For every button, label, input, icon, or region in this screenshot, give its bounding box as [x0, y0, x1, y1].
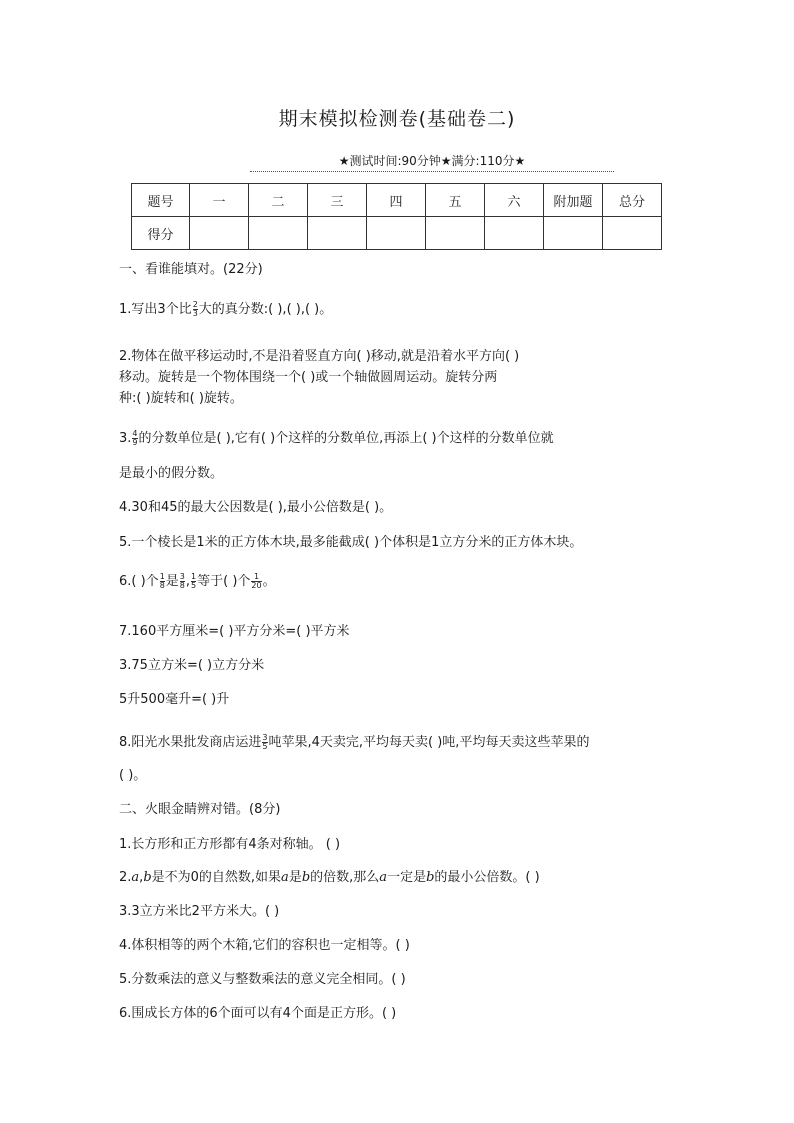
score-cell[interactable]: [249, 217, 308, 250]
score-cell[interactable]: [426, 217, 485, 250]
question-text: 是: [165, 574, 179, 589]
fraction: [191, 573, 196, 590]
variable: a: [131, 870, 140, 885]
question-text: 一定是: [387, 870, 427, 885]
score-table: [131, 183, 662, 250]
table-cell: 五: [426, 184, 485, 217]
question-text: 6.( )个: [119, 574, 159, 589]
denominator: 5: [191, 581, 197, 590]
table-cell: 三: [308, 184, 367, 217]
variable: a: [281, 870, 289, 885]
table-cell: 四: [367, 184, 426, 217]
table-cell: 总分: [603, 184, 662, 217]
question-text: 3.: [119, 431, 132, 446]
question-2-line-3: 种:( )旋转和( )旋转。: [119, 391, 243, 406]
question-4: 4.30和45的最大公因数是( ),最小公倍数是( )。: [119, 500, 393, 515]
question-text: 2.: [119, 870, 132, 885]
question-5: 5.一个棱长是1米的正方体木块,最多能截成( )个体积是1立方分米的正方体木块。: [119, 535, 583, 550]
score-cell[interactable]: [485, 217, 544, 250]
variable: b: [301, 870, 311, 885]
fraction: [132, 430, 137, 447]
question-7-line-2: 3.75立方米=( )立方分米: [119, 658, 265, 673]
table-row: [132, 217, 662, 250]
denominator: 5: [262, 742, 268, 751]
question-6: [119, 570, 276, 590]
section-heading: 一、看谁能填对。(22分): [119, 262, 263, 277]
table-cell: 二: [249, 184, 308, 217]
score-cell[interactable]: [190, 217, 249, 250]
denominator: 3: [192, 309, 198, 318]
denominator: 8: [179, 581, 185, 590]
numerator: 4: [132, 429, 138, 438]
question-2-line-2: 移动。旋转是一个物体围绕一个( )或一个轴做圆周运动。旋转分两: [119, 370, 498, 385]
denominator: 9: [132, 438, 138, 447]
question-8-line-2: ( )。: [119, 768, 147, 783]
table-row: [132, 184, 662, 217]
numerator: 3: [262, 733, 268, 742]
numerator: 2: [192, 300, 198, 309]
question-7-line-1: 7.160平方厘米=( )平方分米=( )平方米: [119, 624, 350, 639]
numerator: 1: [251, 573, 261, 582]
judge-question-1: 1.长方形和正方形都有4条对称轴。 ( ): [119, 837, 341, 852]
question-text: 的分数单位是( ),它有( )个这样的分数单位,再添上( )个这样的分数单位就: [138, 431, 554, 446]
question-3: [119, 427, 554, 447]
numerator: 1: [159, 572, 165, 581]
question-2-line-1: 2.物体在做平移运动时,不是沿着竖直方向( )移动,就是沿着水平方向( ): [119, 349, 520, 364]
question-7-line-3: 5升500毫升=( )升: [119, 692, 230, 707]
question-text: 8.阳光水果批发商店运进: [119, 735, 262, 750]
test-info: ★测试时间:90分钟★满分:110分★: [250, 152, 614, 172]
judge-question-5: 5.分数乘法的意义与整数乘法的意义完全相同。( ): [119, 972, 406, 987]
question-3-line-2: 是最小的假分数。: [119, 466, 224, 481]
table-cell: 一: [190, 184, 249, 217]
score-cell[interactable]: [308, 217, 367, 250]
table-cell: 附加题: [544, 184, 603, 217]
judge-question-4: 4.体积相等的两个木箱,它们的容积也一定相等。( ): [119, 938, 410, 953]
denominator: 8: [159, 581, 165, 590]
fraction: [160, 573, 165, 590]
variable: a: [379, 870, 388, 885]
judge-question-3: 3.3立方米比2平方米大。( ): [119, 904, 280, 919]
fraction: [251, 573, 261, 590]
question-text: 的最小公倍数。( ): [434, 870, 540, 885]
question-text: 吨苹果,4天卖完,平均每天卖( )吨,平均每天卖这些苹果的: [268, 735, 590, 750]
score-cell[interactable]: [544, 217, 603, 250]
question-text: 1.写出3个比: [119, 302, 192, 317]
fraction: [180, 573, 185, 590]
variable: b: [143, 870, 152, 885]
question-text: ,: [185, 574, 191, 589]
score-cell[interactable]: [603, 217, 662, 250]
page-title: 期末模拟检测卷(基础卷二): [278, 108, 516, 130]
score-cell[interactable]: [367, 217, 426, 250]
question-text: 是不为0的自然数,如果: [151, 870, 282, 885]
question-8: [119, 731, 589, 751]
fraction: [193, 301, 198, 318]
question-text: 。: [262, 574, 276, 589]
denominator: 20: [251, 581, 262, 590]
numerator: 3: [179, 572, 185, 581]
question-text: 是: [288, 870, 302, 885]
question-1: [119, 298, 332, 318]
fraction: [262, 734, 267, 751]
table-cell: 得分: [132, 217, 190, 250]
question-text: 等于( )个: [197, 574, 251, 589]
table-cell: 题号: [132, 184, 190, 217]
question-text: 大的真分数:( ),( ),( )。: [198, 302, 333, 317]
judge-question-6: 6.围成长方体的6个面可以有4个面是正方形。( ): [119, 1006, 397, 1021]
question-text: 的倍数,那么: [310, 870, 380, 885]
section-heading: 二、火眼金睛辨对错。(8分): [119, 802, 281, 817]
judge-question-2: [119, 866, 540, 885]
numerator: 1: [191, 572, 197, 581]
table-cell: 六: [485, 184, 544, 217]
question-text: ,: [139, 870, 144, 885]
variable: b: [426, 870, 435, 885]
